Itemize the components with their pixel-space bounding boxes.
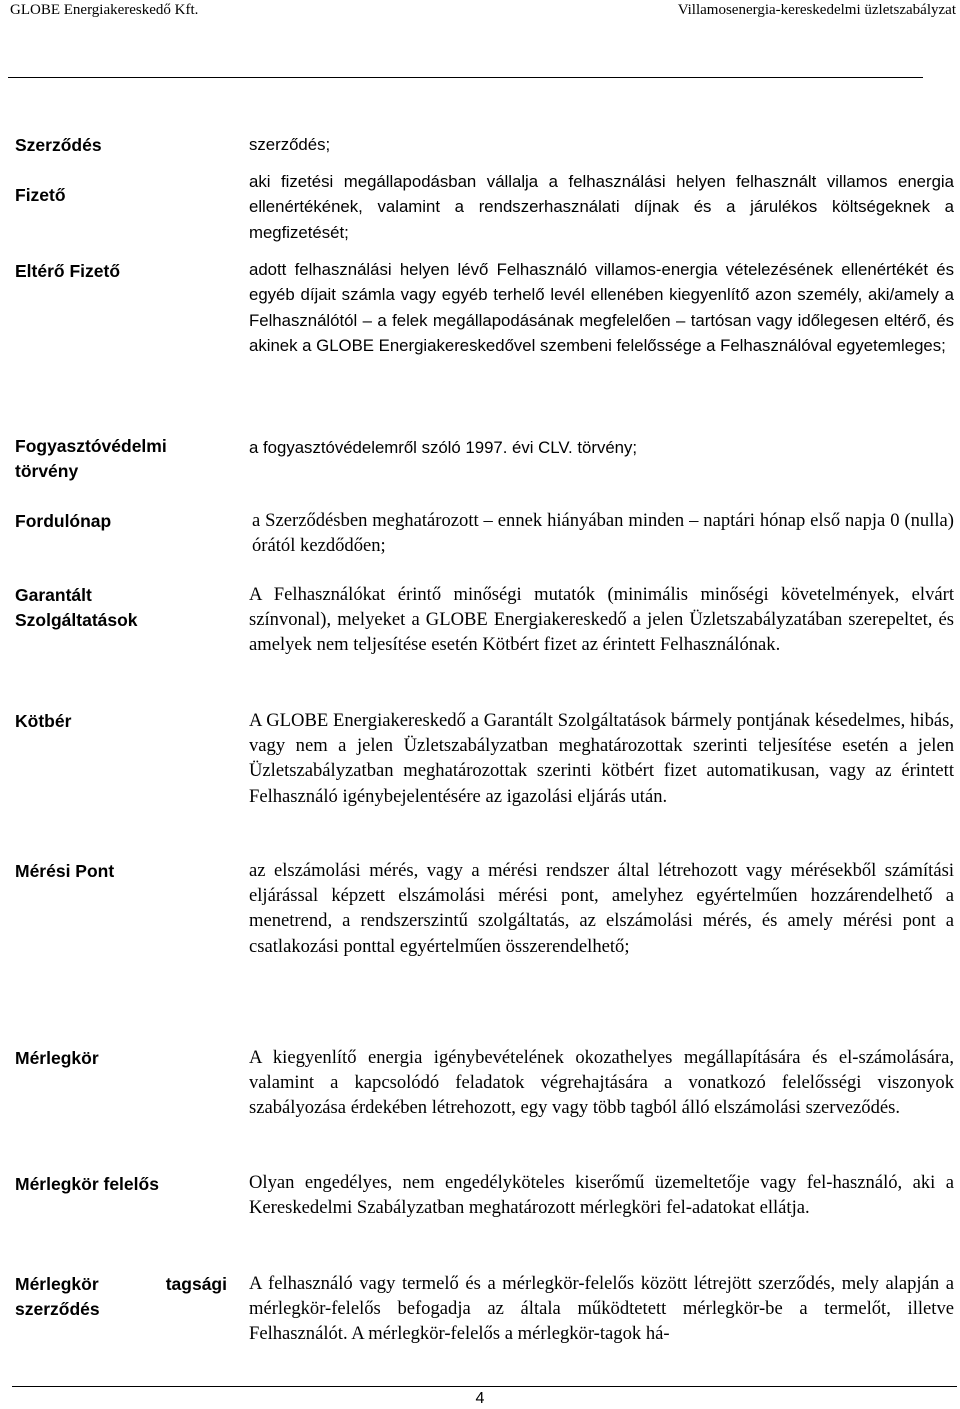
- term-fizeto: Fizető: [15, 185, 66, 205]
- page-header: [0, 0, 960, 22]
- term-eltero-fizeto: Eltérő Fizető: [15, 261, 121, 281]
- term-fordulonap: Fordulónap: [15, 511, 112, 531]
- definition-text: adott felhasználási helyen lévő Felhasználó villamos-energia vételezésének ellenértékét és egyéb díjait számla vagy egyéb terhelő levél ellenében kiegyenlítő azon személy, aki/amely a Felhasználótól – a felek megállapodásának megfelelően – tartósan vagy időlegesen eltérő, és akinek a GLOBE Energiakereskedővel szembeni felelőssége a Felhasználóval egyetemleges;: [249, 260, 954, 356]
- term-fogyasztovedelmi-torveny: Fogyasztóvédelmi törvény: [15, 436, 167, 481]
- definition-text: az elszámolási mérés, vagy a mérési rendszer által létrehozott vagy mérésekből számítási eljárással képzett elszámolási mérési pont, amelyhez egyértelműen hozzárendelhető a menetrend, a rendszerszintű szolgáltatás, az elszámolási mérés, és amely mérési pont a csatlakozási ponttal egyértelműen összerendelhető;: [249, 860, 954, 957]
- definition-text: aki fizetési megállapodásban vállalja a felhasználási helyen felhasznált villamos energia ellenértékének, valamint a rendszerhasználati díjnak és a járulékos költségeknek a megfizetését;: [249, 172, 954, 242]
- definition-text: a fogyasztóvédelemről szóló 1997. évi CLV. törvény;: [249, 438, 638, 457]
- header-document-title: Villamosenergia-kereskedelmi üzletszabályzat: [677, 2, 956, 18]
- definition-text: szerződés;: [249, 135, 331, 154]
- term-meresi-pont: Mérési Pont: [15, 861, 115, 881]
- definition-text: A felhasználó vagy termelő és a mérlegkör-felelős között létrejött szerződés, mely alapján a mérlegkör-felelős befogadja az általa működtetett mérlegkör-be a termelőt, illetve Felhasználót. A mérlegkör-felelős a mérlegkör-tagok há-: [249, 1273, 954, 1345]
- definition-text: A GLOBE Energiakereskedő a Garantált Szolgáltatások bármely pontjának késedelmes, hibás, vagy nem a jelen Üzletszabályzatban meghatározottak szerinti teljesítése esetén a jelen Üzletszabályzatban meghatározottak szerinti kötbért fizet automatikusan, vagy az érintett Felhasználó igénybejelentésére az igazolási eljárás után.: [249, 710, 954, 807]
- header-company: GLOBE Energiakereskedő Kft.: [10, 2, 199, 18]
- term-merlegkor: Mérlegkör: [15, 1048, 99, 1068]
- header-divider: [8, 77, 923, 78]
- term-kotber: Kötbér: [15, 711, 72, 731]
- term-garantalt-szolgaltatasok: Garantált Szolgáltatások: [15, 585, 138, 630]
- page-number: 4: [475, 1390, 485, 1407]
- definition-text: Olyan engedélyes, nem engedélyköteles kiserőmű üzemeltetője vagy fel-használó, aki a Kereskedelmi Szabályzatban meghatározott mérlegköri fel-adatokat ellátja.: [249, 1172, 954, 1219]
- definition-text: a Szerződésben meghatározott – ennek hiányában minden – naptári hónap első napja 0 (nulla) órától kezdődően;: [252, 510, 954, 557]
- definition-text: A kiegyenlítő energia igénybevételének okozathelyes megállapítására és el-számolására, valamint a kapcsolódó feladatok végrehajtására a vonatkozó felelősségi viszonyok szabályozása érdekében létrehozott, egy vagy több tagból álló elszámolási szerveződés.: [249, 1047, 954, 1119]
- term-merlegkor-felelos: Mérlegkör felelős: [15, 1174, 159, 1194]
- term-szerzodes: Szerződés: [15, 135, 102, 155]
- footer-divider: [12, 1386, 957, 1387]
- definition-text: A Felhasználókat érintő minőségi mutatók (minimális minőségi követelmények, elvárt színvonal), melyeket a GLOBE Energiakereskedő a jelen Üzletszabályzatában szerepeltet, és amelyek nem teljesítése esetén Kötbért fizet az érintett Felhasználónak.: [249, 584, 954, 656]
